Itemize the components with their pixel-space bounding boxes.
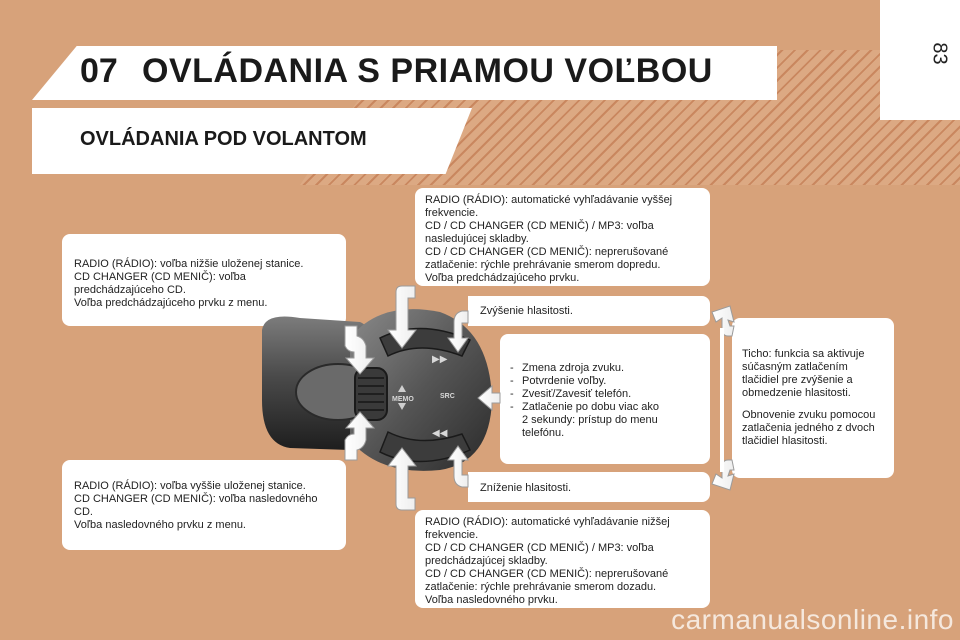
text-line: frekvencie. (425, 529, 479, 541)
text-line: RADIO (RÁDIO): voľba vyššie uloženej stanice. (74, 480, 306, 492)
text-line: CD / CD CHANGER (CD MENIČ): neprerušované (425, 246, 669, 258)
chapter-number: 07 (80, 52, 118, 90)
page-number: 83 (928, 42, 951, 65)
text-line: RADIO (RÁDIO): automatické vyhľadávanie vyššej (425, 194, 673, 206)
text-line: Voľba predchádzajúceho prvku. (425, 272, 580, 284)
text-line: Obnovenie zvuku pomocou (742, 409, 876, 421)
text-line: RADIO (RÁDIO): automatické vyhľadávanie nižšej (425, 516, 670, 528)
text-line: CD CHANGER (CD MENIČ): voľba (74, 271, 246, 283)
text-line: predchádzajúcej skladby. (425, 555, 548, 567)
text-line: zatlačenia jedného z dvoch (742, 422, 875, 434)
section-title: OVLÁDANIA POD VOLANTOM (80, 128, 367, 150)
list-item: - Zatlačenie po dobu viac ako 2 sekundy: prístup do menu telefónu. (510, 401, 702, 440)
text-line: tlačidiel hlasitosti. (742, 435, 828, 447)
text-line: Zníženie hlasitosti. (480, 482, 572, 494)
text-line: Zvýšenie hlasitosti. (480, 305, 573, 317)
list-item: - Zvesiť/Zavesiť telefón. (510, 388, 702, 401)
text-line: CD CHANGER (CD MENIČ): voľba nasledovného (74, 493, 318, 505)
text-line: Ticho: funkcia sa aktivuje (742, 348, 865, 360)
chapter-title: OVLÁDANIA S PRIAMOU VOĽBOU (142, 52, 713, 90)
memo-label: MEMO (392, 396, 414, 403)
list-item: - Potvrdenie voľby. (510, 375, 702, 388)
text-line: CD / CD CHANGER (CD MENIČ): neprerušované (425, 568, 669, 580)
text-line: tlačidiel pre zvýšenie a (742, 374, 853, 386)
forward-icon: ▶▶ (432, 354, 448, 365)
text-line: nasledujúcej skladby. (425, 233, 529, 245)
text-line: súčasným zatlačením (742, 361, 848, 373)
text-line: zatlačenie: rýchle prehrávanie smerom dozadu. (425, 581, 657, 593)
bracket-line (720, 328, 724, 472)
text-line: CD / CD CHANGER (CD MENIČ) / MP3: voľba (425, 542, 654, 554)
src-label: SRC (440, 393, 455, 400)
text-line: CD / CD CHANGER (CD MENIČ) / MP3: voľba (425, 220, 654, 232)
text-line: Voľba nasledovného prvku z menu. (74, 519, 246, 531)
text-line: frekvencie. (425, 207, 479, 219)
watermark: carmanualsonline.info (671, 604, 954, 635)
list-item: - Zmena zdroja zvuku. (510, 362, 702, 375)
text-line: Voľba nasledovného prvku. (425, 594, 558, 606)
text-line: obmedzenie hlasitosti. (742, 387, 851, 399)
text-line: Voľba predchádzajúceho prvku z menu. (74, 297, 268, 309)
text-line: CD. (74, 506, 93, 518)
text-line: zatlačenie: rýchle prehrávanie smerom dopredu. (425, 259, 661, 271)
back-icon: ◀◀ (432, 428, 448, 439)
text-line: predchádzajúceho CD. (74, 284, 186, 296)
text-line: RADIO (RÁDIO): voľba nižšie uloženej stanice. (74, 258, 304, 270)
